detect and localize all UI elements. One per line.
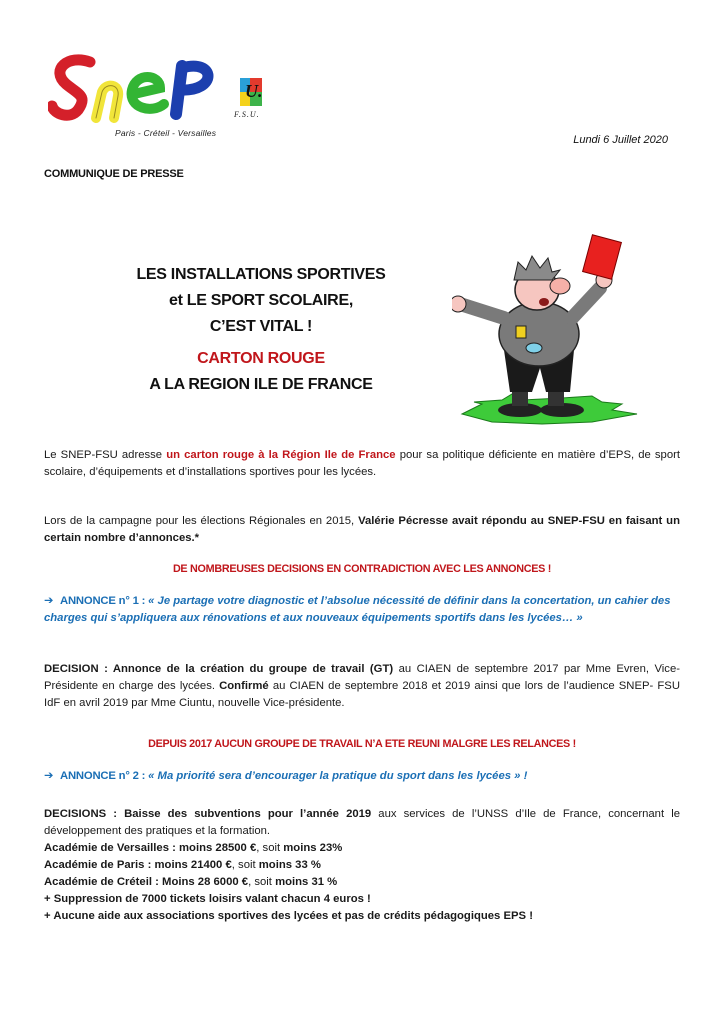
referee-red-card-illustration	[452, 218, 652, 430]
section-heading-contradictions: DE NOMBREUSES DECISIONS EN CONTRADICTION AVEC LES ANNONCES !	[172, 563, 552, 575]
intro-paragraph-2	[44, 513, 680, 547]
soit-text: , soit	[231, 859, 259, 871]
percent-creteil: moins 31 %	[275, 876, 338, 888]
no-aid-associations: + Aucune aide aux associations sportives des lycées et pas de crédits pédagogiques EPS !	[44, 910, 533, 922]
title-line-3: C’EST VITAL !	[209, 318, 313, 335]
title-line-1: LES INSTALLATIONS SPORTIVES	[136, 266, 386, 283]
pecresse-highlight: Valérie Pécresse avait répondu au SNEP-FSU en faisant un certain nombre d’annonces.*	[44, 515, 680, 544]
decision-1	[44, 661, 680, 712]
logo-union-text: F.S.U.	[234, 110, 260, 119]
title-red-card: CARTON ROUGE	[197, 350, 325, 367]
title-line-2: et LE SPORT SCOLAIRE,	[169, 292, 353, 309]
annonce-2-label: ANNONCE n° 2 :	[60, 770, 149, 782]
annonce-1	[44, 593, 684, 627]
document-type-label: COMMUNIQUE DE PRESSE	[44, 168, 184, 180]
section-heading-no-working-group: DEPUIS 2017 AUCUN GROUPE DE TRAVAIL N’A ETE REUNI MALGRE LES RELANCES !	[148, 738, 576, 750]
soit-text: , soit	[248, 876, 276, 888]
campaign-text: Lors de la campagne pour les élections Régionales en 2015,	[44, 515, 359, 527]
intro-text-end: pour sa politique déficiente en matière d’EPS, de sport scolaire, d’équipements et d’installations sportives pour les lycées.	[44, 449, 681, 478]
logo-subtitle: Paris - Créteil - Versailles	[115, 128, 217, 138]
decisions-2-bold-1: Baisse des subventions pour l’année 2019	[124, 808, 372, 820]
annonce-2	[44, 768, 684, 785]
title-line-5: A LA REGION ILE DE FRANCE	[149, 376, 373, 393]
snep-logo-graphic	[48, 48, 278, 138]
intro-paragraph-1	[44, 447, 680, 481]
decisions-2-label: DECISIONS :	[44, 808, 125, 820]
decision-1-label: DECISION :	[44, 663, 113, 675]
tickets-suppression: + Suppression de 7000 tickets loisirs valant chacun 4 euros !	[44, 893, 371, 905]
arrow-right-icon: ➔	[44, 595, 54, 607]
logo-badge-letter: U.	[245, 81, 263, 101]
list-item	[44, 840, 680, 857]
annonce-1-label: ANNONCE n° 1 :	[60, 595, 149, 607]
arrow-right-icon: ➔	[44, 770, 54, 782]
red-card-highlight: un carton rouge à la Région Ile de France	[166, 449, 396, 461]
page-title	[100, 262, 422, 398]
annonce-1-quote: « Je partage votre diagnostic et l’absolue nécessité de définir dans la concertation, un cahier des charges qui s’appliquera aux rénovations et aux nouveaux équipements sportifs dans les lycées… »	[44, 595, 671, 624]
percent-paris: moins 33 %	[258, 859, 321, 871]
snep-fsu-logo	[48, 48, 278, 138]
decision-1-bold-1: Annonce de la création du groupe de travail (GT)	[112, 663, 394, 675]
document-date: Lundi 6 Juillet 2020	[573, 134, 668, 146]
annonce-2-quote: « Ma priorité sera d’encourager la pratique du sport dans les lycées » !	[148, 770, 528, 782]
percent-versailles: moins 23%	[283, 842, 343, 854]
decision-1-text-1: au CIAEN de septembre 2017 par Mme Evren, Vice-Présidente en charge des lycées.	[44, 663, 680, 692]
intro-text-start: Le SNEP-FSU adresse	[44, 449, 167, 461]
academy-paris: Académie de Paris : moins 21400 €	[44, 859, 232, 871]
list-item	[44, 874, 680, 891]
decision-1-text-2: au CIAEN de septembre 2018 et 2019 ainsi que lors de l’audience SNEP- FSU IdF en avril 2019 par Mme Ciuntu, nouvelle Vice-présidente.	[44, 680, 680, 709]
academy-creteil: Académie de Créteil : Moins 28 6000 €	[44, 876, 249, 888]
decisions-2-text-1: aux services de l’UNSS d’Ile de France, concernant le développement des pratiques et la formation.	[44, 808, 680, 837]
soit-text: , soit	[256, 842, 284, 854]
list-item	[44, 857, 680, 874]
academy-versailles: Académie de Versailles : moins 28500 €	[44, 842, 257, 854]
decisions-2	[44, 806, 680, 925]
decision-1-bold-2: Confirmé	[219, 680, 269, 692]
